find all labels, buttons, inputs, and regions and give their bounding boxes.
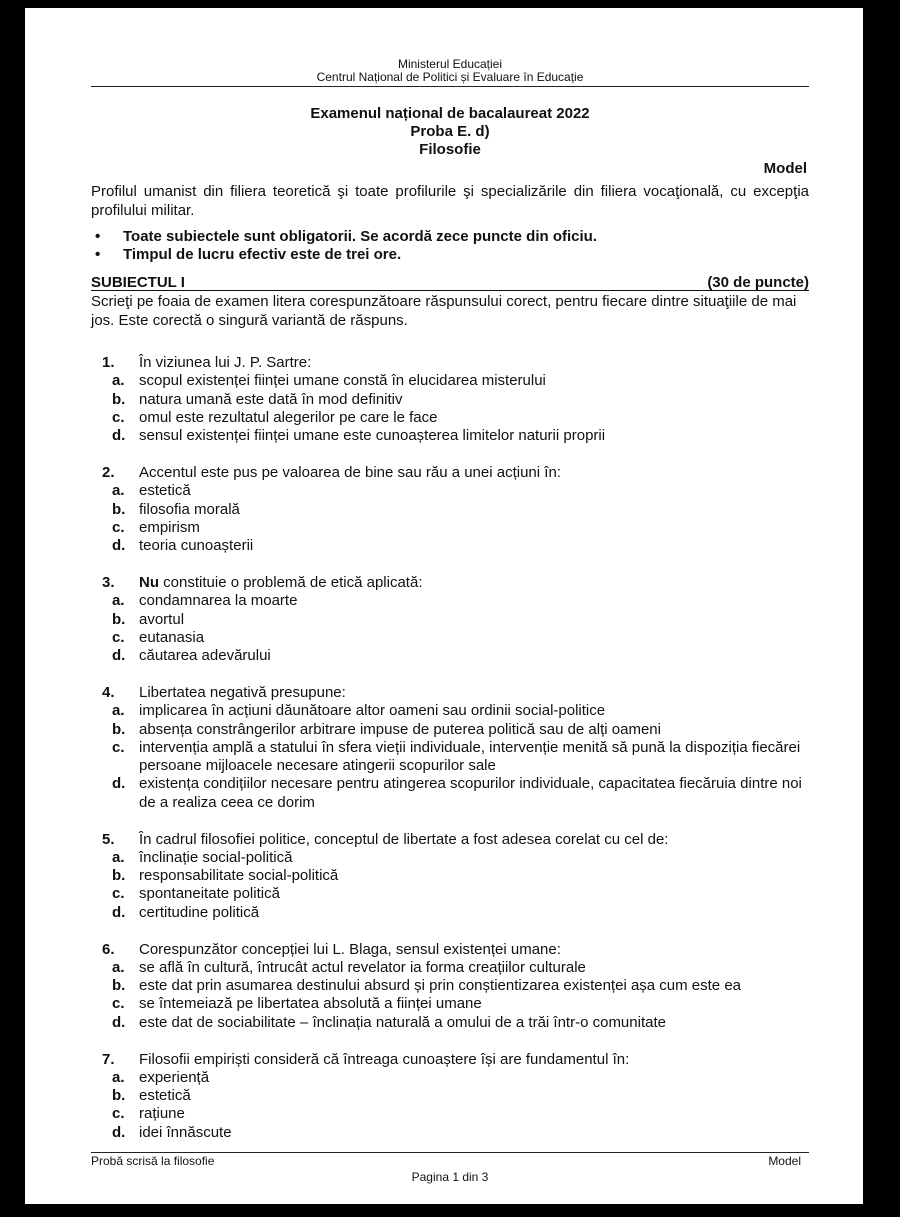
option-letter: d. — [112, 427, 126, 445]
answer-option — [91, 977, 809, 995]
option-letter: c. — [112, 408, 125, 426]
section-title: SUBIECTUL I — [91, 274, 185, 291]
answer-option — [91, 482, 809, 500]
question-text: Corespunzător concepției lui L. Blaga, sensul existenței umane: — [139, 940, 561, 958]
question-number: 5. — [102, 830, 115, 848]
answer-option — [91, 1105, 809, 1123]
answer-option — [91, 739, 809, 776]
option-text: experiență — [139, 1068, 210, 1086]
option-text: omul este rezultatul alegerilor pe care le face — [139, 408, 438, 426]
answer-option — [91, 1069, 809, 1087]
exam-titles — [91, 105, 809, 159]
answer-option — [91, 611, 809, 629]
question-list — [91, 354, 809, 1160]
question-stem — [91, 464, 809, 482]
answer-option — [91, 775, 809, 812]
option-text: condamnarea la moarte — [139, 592, 298, 610]
option-text: se întemeiază pe libertatea absolută a ființei umane — [139, 995, 482, 1013]
option-text: natura umană este dată în mod definitiv — [139, 390, 403, 408]
exam-rules — [91, 228, 809, 264]
question-item — [91, 684, 809, 812]
answer-option — [91, 391, 809, 409]
answer-option — [91, 647, 809, 665]
option-letter: d. — [112, 903, 126, 921]
answer-option — [91, 372, 809, 390]
rule-item: • Toate subiectele sunt obligatorii. Se acordă zece puncte din oficiu. — [91, 228, 809, 246]
rule-item: • Timpul de lucru efectiv este de trei ore. — [91, 246, 809, 264]
page-number: Pagina 1 din 3 — [411, 1170, 489, 1184]
center-name: Centrul Național de Politici și Evaluare în Educație — [316, 70, 584, 84]
option-text: rațiune — [139, 1105, 185, 1123]
footer-right: Model — [768, 1154, 801, 1168]
option-text: eutanasia — [139, 628, 205, 646]
answer-option — [91, 592, 809, 610]
option-letter: a. — [112, 958, 125, 976]
option-text: existența condițiilor necesare pentru atingerea scopurilor individuale, capacitatea fiecăruia dintre noi de a realiza ceea ce dorim — [139, 775, 802, 811]
proba-title: Proba E. d) — [410, 123, 490, 140]
question-stem — [91, 1051, 809, 1069]
question-item — [91, 941, 809, 1032]
answer-option — [91, 995, 809, 1013]
option-text: intervenția amplă a statului în sfera vieții individuale, intervenție menită să pună la dispoziția fiecărei persoane mijloacele necesare atingerii scopurilor sale — [139, 738, 801, 775]
question-text: constituie o problemă de etică aplicată: — [159, 573, 423, 591]
option-letter: c. — [112, 738, 125, 756]
ministry-name: Ministerul Educației — [397, 57, 503, 71]
option-letter: d. — [112, 647, 126, 665]
exam-title: Examenul național de bacalaureat 2022 — [310, 105, 590, 122]
option-letter: d. — [112, 537, 126, 555]
option-text: se află în cultură, întrucât actul revelator ia forma creațiilor culturale — [139, 958, 586, 976]
footer-divider — [91, 1152, 809, 1153]
option-text: idei înnăscute — [139, 1123, 232, 1141]
option-text: este dat prin asumarea destinului absurd și prin conștientizarea existenței așa cum este ea — [139, 977, 741, 995]
question-number: 7. — [102, 1050, 115, 1068]
question-item — [91, 1051, 809, 1142]
answer-option — [91, 537, 809, 555]
answer-option — [91, 721, 809, 739]
profile-text: Profilul umanist din filiera teoretică şi toate profilurile şi specializările din filiera vocaţională, cu excepţia profilului militar. — [91, 183, 809, 219]
question-item — [91, 464, 809, 555]
option-text: filosofia morală — [139, 500, 240, 518]
question-bold-lead: Nu — [139, 573, 159, 591]
option-letter: b. — [112, 977, 126, 995]
option-letter: d. — [112, 1123, 126, 1141]
page-header — [91, 58, 809, 84]
option-letter: b. — [112, 390, 126, 408]
answer-option — [91, 702, 809, 720]
question-number: 1. — [102, 354, 115, 371]
option-text: sensul existenței ființei umane este cunoașterea limitelor naturii proprii — [139, 427, 606, 445]
option-text: implicarea în acțiuni dăunătoare altor oameni sau ordinii social-politice — [139, 702, 606, 720]
answer-option — [91, 1087, 809, 1105]
option-text: căutarea adevărului — [139, 647, 271, 665]
section-instructions: Scrieţi pe foaia de examen litera corespunzătoare răspunsului corect, pentru fiecare dintre situaţiile de mai jos. Este corectă o singură variantă de răspuns. — [91, 293, 797, 329]
question-text: În viziunea lui J. P. Sartre: — [139, 354, 312, 371]
question-item — [91, 574, 809, 665]
option-text: înclinație social-politică — [139, 848, 293, 866]
answer-option — [91, 1124, 809, 1142]
answer-option — [91, 885, 809, 903]
option-letter: d. — [112, 775, 126, 793]
answer-option — [91, 501, 809, 519]
answer-option — [91, 427, 809, 445]
option-letter: c. — [112, 628, 125, 646]
question-item — [91, 831, 809, 922]
option-letter: a. — [112, 372, 125, 390]
option-text: estetică — [139, 1087, 191, 1105]
question-item — [91, 354, 809, 445]
question-number: 6. — [102, 940, 115, 958]
option-text: spontaneitate politică — [139, 885, 280, 903]
option-letter: b. — [112, 720, 126, 738]
option-text: este dat de sociabilitate – înclinația naturală a omului de a trăi într-o comunitate — [139, 1013, 666, 1031]
option-letter: b. — [112, 500, 126, 518]
question-number: 2. — [102, 463, 115, 481]
option-letter: b. — [112, 867, 126, 885]
option-letter: b. — [112, 610, 126, 628]
exam-page — [25, 8, 863, 1204]
answer-option — [91, 959, 809, 977]
option-letter: a. — [112, 1068, 125, 1086]
footer-left: Probă scrisă la filosofie — [91, 1154, 215, 1168]
question-text: Accentul este pus pe valoarea de bine sau rău a unei acțiuni în: — [139, 463, 561, 481]
option-letter: a. — [112, 592, 125, 610]
section-heading — [91, 274, 809, 291]
subject-title: Filosofie — [419, 141, 481, 158]
section-points: (30 de puncte) — [707, 274, 809, 291]
option-letter: a. — [112, 848, 125, 866]
model-label: Model — [763, 160, 807, 177]
option-letter: c. — [112, 885, 125, 903]
answer-option — [91, 409, 809, 427]
option-letter: c. — [112, 518, 125, 536]
option-text: responsabilitate social-politică — [139, 867, 339, 885]
question-text: Filosofii empiriști consideră că întreaga cunoaștere își are fundamentul în: — [139, 1050, 630, 1068]
option-text: absența constrângerilor arbitrare impuse de puterea politică sau de alți oameni — [139, 720, 661, 738]
answer-option — [91, 629, 809, 647]
answer-option — [91, 867, 809, 885]
option-letter: b. — [112, 1087, 126, 1105]
option-letter: a. — [112, 702, 125, 720]
option-text: estetică — [139, 482, 191, 500]
option-letter: a. — [112, 482, 125, 500]
option-letter: c. — [112, 1105, 125, 1123]
question-stem — [91, 574, 809, 592]
answer-option — [91, 519, 809, 537]
option-letter: c. — [112, 995, 125, 1013]
answer-option — [91, 1014, 809, 1032]
header-divider — [91, 86, 809, 87]
question-stem — [91, 354, 809, 372]
answer-option — [91, 849, 809, 867]
question-number: 3. — [102, 573, 115, 591]
option-text: empirism — [139, 518, 200, 536]
option-text: scopul existenței ființei umane constă în elucidarea misterului — [139, 372, 546, 390]
question-stem — [91, 941, 809, 959]
option-text: avortul — [139, 610, 185, 628]
option-text: teoria cunoașterii — [139, 537, 254, 555]
option-letter: d. — [112, 1013, 126, 1031]
answer-option — [91, 904, 809, 922]
question-text: În cadrul filosofiei politice, conceptul de libertate a fost adesea corelat cu cel de: — [139, 830, 669, 848]
option-text: certitudine politică — [139, 903, 260, 921]
question-stem — [91, 684, 809, 702]
question-text: Libertatea negativă presupune: — [139, 683, 346, 701]
question-number: 4. — [102, 683, 115, 701]
question-stem — [91, 831, 809, 849]
